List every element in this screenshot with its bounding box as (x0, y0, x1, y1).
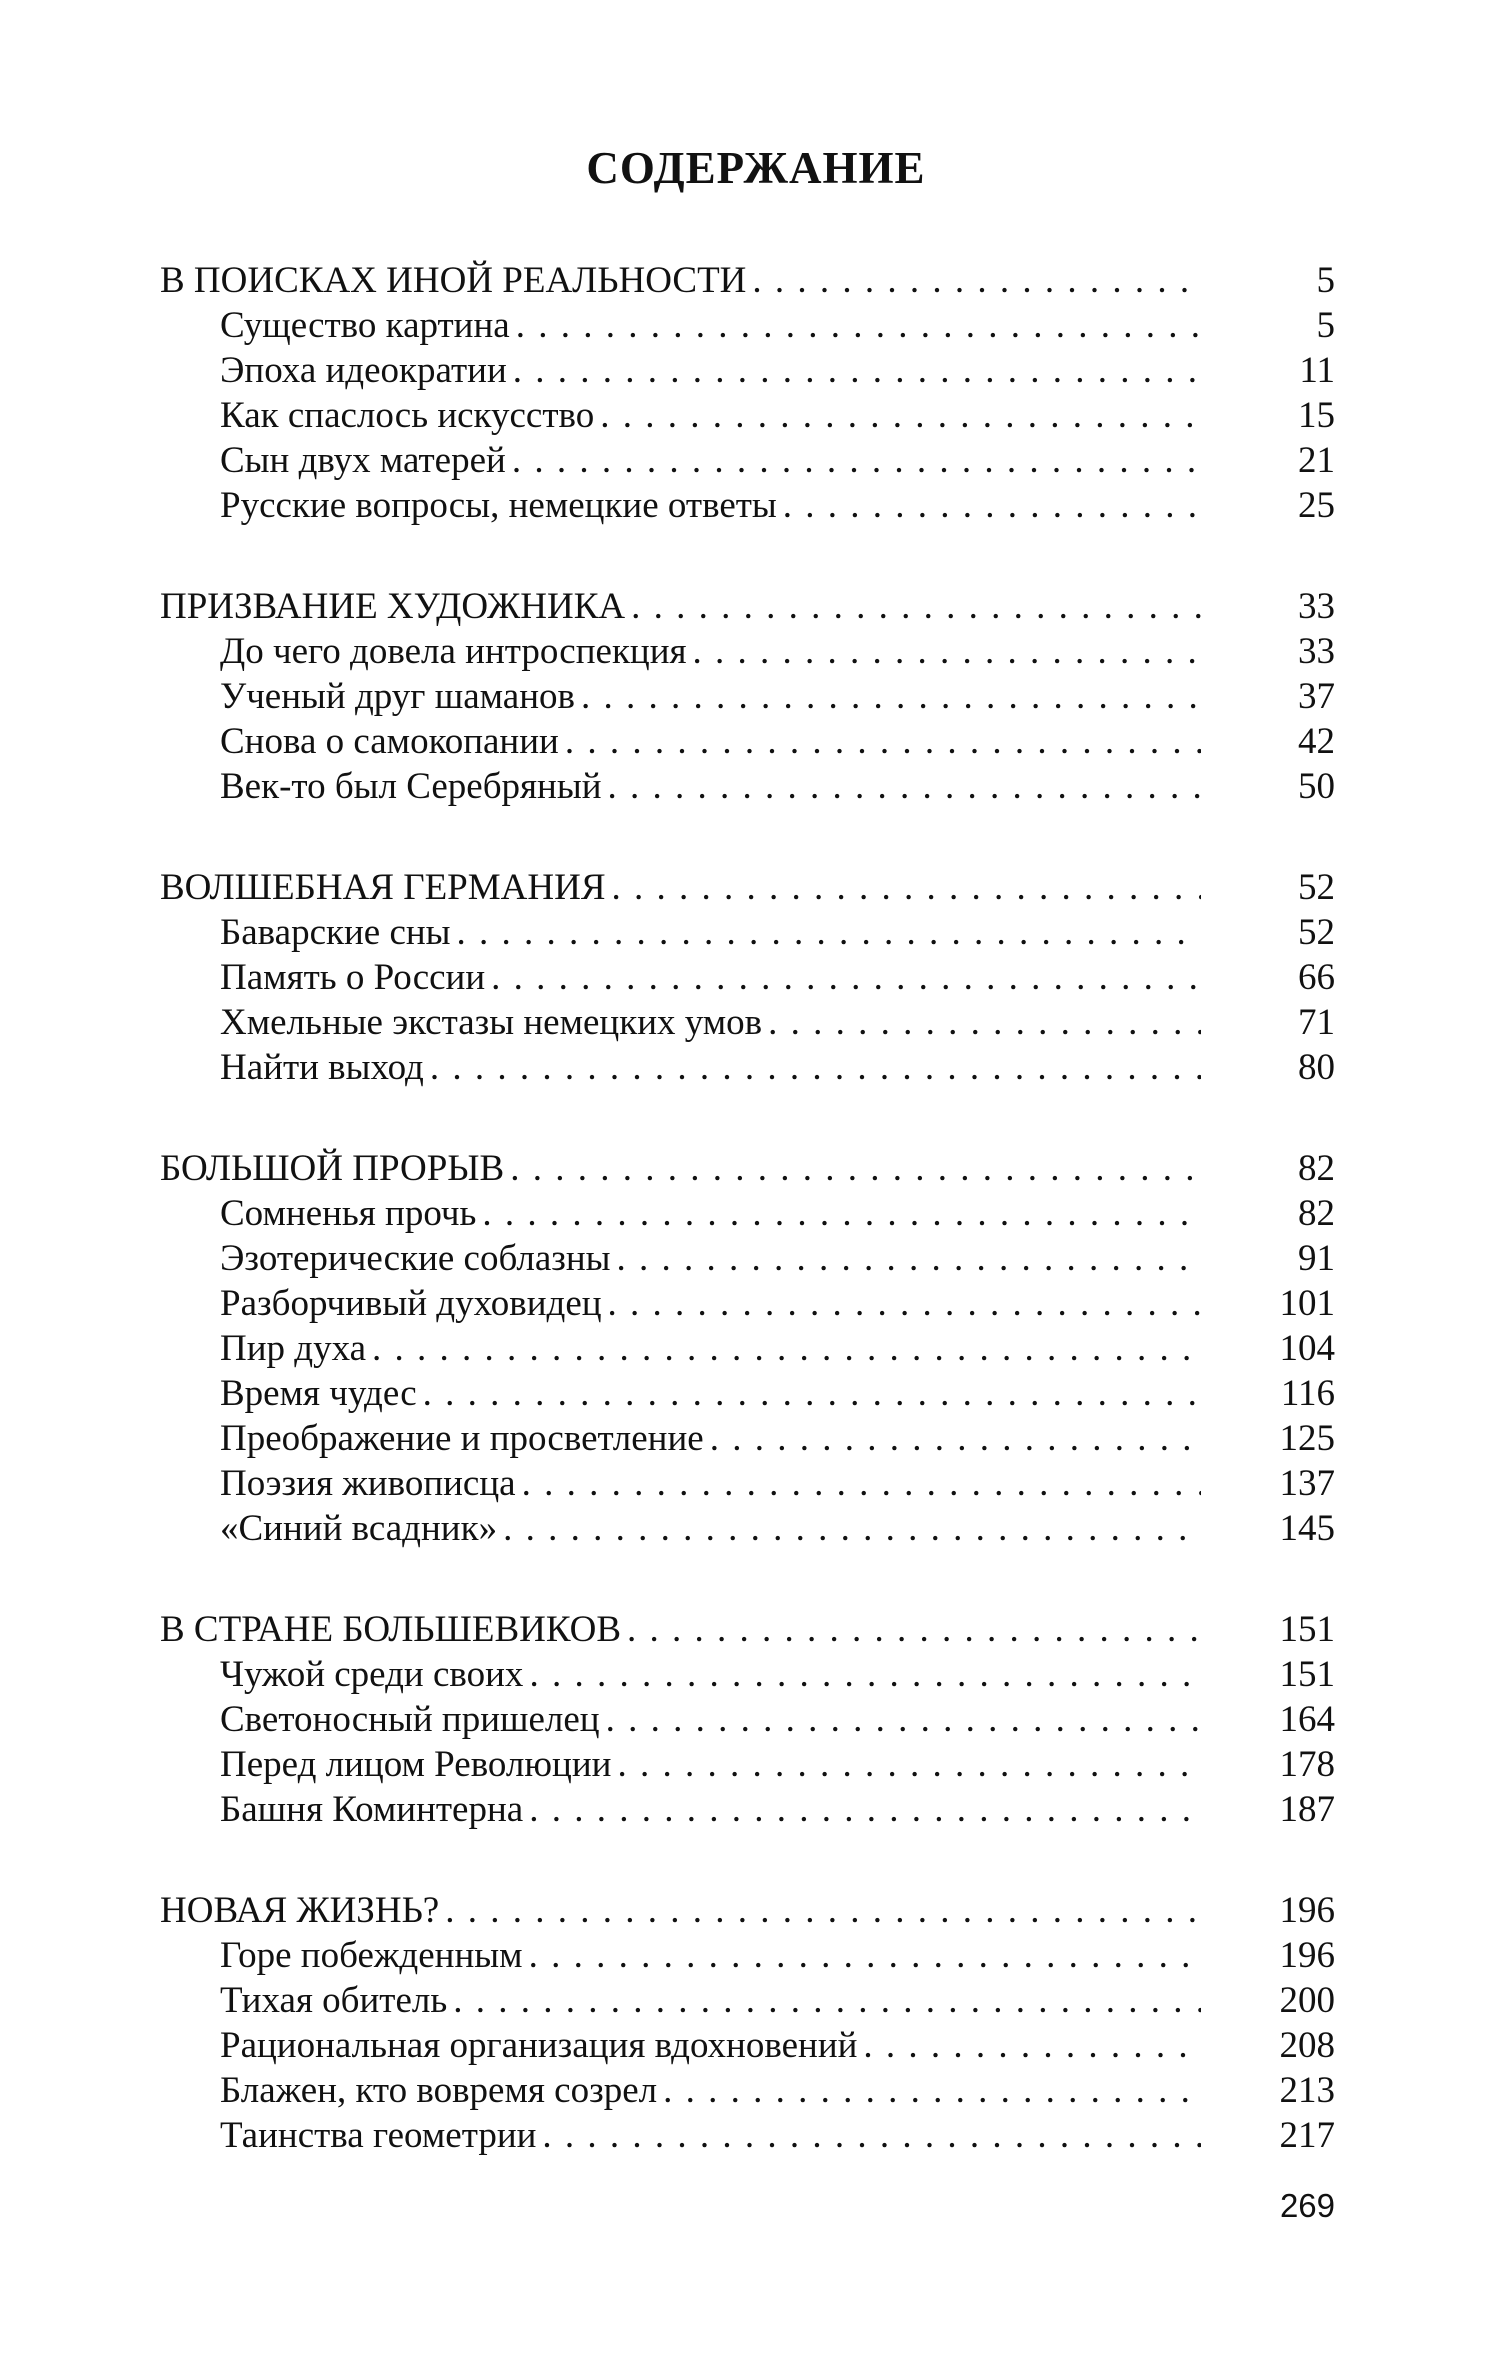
toc-page-number: 52 (1298, 912, 1335, 953)
dot-leader (857, 2023, 1207, 2068)
toc-page-number: 187 (1279, 1789, 1335, 1830)
toc-entry-title: Сын двух матерей (220, 440, 506, 481)
toc-entry (160, 1933, 1335, 1978)
toc-entry-title: Тихая обитель (220, 1980, 448, 2021)
toc-page-number: 33 (1298, 586, 1335, 627)
toc-heading-title: НОВАЯ ЖИЗНЬ? (160, 1890, 440, 1931)
toc-entry (160, 2023, 1335, 2068)
dot-leader (611, 1742, 1207, 1787)
toc-entry (160, 1045, 1335, 1090)
toc-page-number: 80 (1298, 1047, 1335, 1088)
toc-section-heading (160, 584, 1335, 629)
toc-entry-title: Перед лицом Революции (220, 1744, 612, 1785)
toc-page-number: 104 (1279, 1328, 1335, 1369)
toc-page-number: 42 (1298, 721, 1335, 762)
toc-entry-title: Чужой среди своих (220, 1654, 524, 1695)
toc-entry (160, 764, 1335, 809)
dot-leader (657, 2068, 1207, 2113)
toc-entry (160, 1000, 1335, 1045)
dot-leader (523, 1787, 1207, 1832)
dot-leader (625, 584, 1207, 629)
toc-page-number: 33 (1298, 631, 1335, 672)
toc-section (160, 865, 1335, 1090)
toc-page-number: 11 (1299, 350, 1335, 391)
dot-leader (417, 1371, 1207, 1416)
dot-leader (506, 438, 1207, 483)
toc-entry-title: Существо картина (220, 305, 510, 346)
toc-entry-title: Как спаслось искусство (220, 395, 595, 436)
toc-section-heading (160, 1146, 1335, 1191)
toc-entry (160, 1978, 1335, 2023)
toc-entry (160, 348, 1335, 393)
toc-section-heading (160, 865, 1335, 910)
toc-heading-title: ВОЛШЕБНАЯ ГЕРМАНИЯ (160, 867, 606, 908)
toc-section-heading (160, 1888, 1335, 1933)
toc-entry-title: Поэзия живописца (220, 1463, 516, 1504)
toc-entry-title: До чего довела интроспекция (220, 631, 687, 672)
toc-entry-title: Эпоха идеократии (220, 350, 507, 391)
toc-page-number: 116 (1280, 1373, 1335, 1414)
dot-leader (704, 1416, 1207, 1461)
toc-section-heading (160, 258, 1335, 303)
page-title: СОДЕРЖАНИЕ (586, 143, 926, 193)
dot-leader (575, 674, 1207, 719)
toc-page-number: 5 (1316, 260, 1335, 301)
toc-page-number: 82 (1298, 1148, 1335, 1189)
toc-page-number: 151 (1279, 1609, 1335, 1650)
toc-entry-title: Преображение и просветление (220, 1418, 704, 1459)
toc-page-number: 200 (1279, 1980, 1335, 2021)
dot-leader (439, 1888, 1207, 1933)
toc-page-number: 5 (1316, 305, 1335, 346)
toc-entry (160, 1461, 1335, 1506)
toc-page-number: 101 (1279, 1283, 1335, 1324)
toc-entry (160, 1281, 1335, 1326)
dot-leader (451, 910, 1207, 955)
toc-entry (160, 303, 1335, 348)
toc-entry (160, 2068, 1335, 2113)
dot-leader (600, 1697, 1207, 1742)
toc-page-number: 137 (1279, 1463, 1335, 1504)
toc-entry-title: Век-то был Серебряный (220, 766, 602, 807)
toc-entry-title: Светоносный пришелец (220, 1699, 600, 1740)
dot-leader (606, 865, 1208, 910)
toc-section (160, 1146, 1335, 1551)
toc-entry-title: Сомненья прочь (220, 1193, 477, 1234)
toc-page-number: 178 (1279, 1744, 1335, 1785)
dot-leader (510, 303, 1207, 348)
toc-section (160, 258, 1335, 528)
toc-page-number: 37 (1298, 676, 1335, 717)
toc-entry (160, 1326, 1335, 1371)
toc-section (160, 584, 1335, 809)
toc-page-number: 66 (1298, 957, 1335, 998)
toc-entry-title: Русские вопросы, немецкие ответы (220, 485, 777, 526)
toc-entry-title: Время чудес (220, 1373, 417, 1414)
toc-entry-title: «Синий всадник» (220, 1508, 498, 1549)
toc-page-number: 91 (1298, 1238, 1335, 1279)
toc-entry-title: Башня Коминтерна (220, 1789, 524, 1830)
dot-leader (746, 258, 1207, 303)
toc-entry-title: Память о России (220, 957, 486, 998)
toc-entry-title: Блажен, кто вовремя созрел (220, 2070, 658, 2111)
toc-entry (160, 483, 1335, 528)
dot-leader (485, 955, 1207, 1000)
page-number: 269 (1279, 2187, 1335, 2224)
dot-leader (621, 1607, 1207, 1652)
toc-heading-title: В ПОИСКАХ ИНОЙ РЕАЛЬНОСТИ (160, 260, 747, 301)
toc-entry (160, 910, 1335, 955)
toc-entry-title: Пир духа (220, 1328, 367, 1369)
toc-page-number: 125 (1279, 1418, 1335, 1459)
dot-leader (424, 1045, 1207, 1090)
dot-leader (523, 1933, 1207, 1978)
dot-leader (594, 393, 1207, 438)
toc-entry (160, 629, 1335, 674)
dot-leader (516, 1461, 1207, 1506)
dot-leader (476, 1191, 1207, 1236)
dot-leader (447, 1978, 1207, 2023)
toc-entry (160, 2113, 1335, 2158)
toc-page-number: 217 (1279, 2115, 1335, 2156)
toc-page-number: 52 (1298, 867, 1335, 908)
dot-leader (777, 483, 1207, 528)
toc-entry (160, 438, 1335, 483)
toc-entry-title: Таинства геометрии (220, 2115, 537, 2156)
toc-page-number: 25 (1298, 485, 1335, 526)
dot-leader (497, 1506, 1207, 1551)
dot-leader (602, 764, 1207, 809)
toc-page-number: 71 (1298, 1002, 1335, 1043)
toc-entry (160, 1742, 1335, 1787)
toc-entry (160, 1371, 1335, 1416)
toc-page-number: 208 (1279, 2025, 1335, 2066)
toc-entry (160, 1787, 1335, 1832)
dot-leader (366, 1326, 1207, 1371)
toc-entry-title: Разборчивый духовидец (220, 1283, 602, 1324)
toc-page-number: 213 (1279, 2070, 1335, 2111)
toc-entry (160, 1506, 1335, 1551)
toc-entry (160, 719, 1335, 764)
toc-entry-title: Найти выход (220, 1047, 424, 1088)
toc-entry-title: Ученый друг шаманов (220, 676, 575, 717)
toc-page-number: 196 (1279, 1935, 1335, 1976)
table-of-contents (160, 258, 1335, 2214)
toc-entry (160, 1191, 1335, 1236)
toc-page-number: 21 (1298, 440, 1335, 481)
toc-section-heading (160, 1607, 1335, 1652)
toc-entry-title: Баварские сны (220, 912, 451, 953)
toc-page-number: 196 (1279, 1890, 1335, 1931)
dot-leader (504, 1146, 1207, 1191)
toc-section (160, 1607, 1335, 1832)
toc-page-number: 164 (1279, 1699, 1335, 1740)
dot-leader (523, 1652, 1207, 1697)
toc-entry-title: Эзотерические соблазны (220, 1238, 611, 1279)
toc-entry (160, 674, 1335, 719)
dot-leader (602, 1281, 1207, 1326)
toc-page-number: 82 (1298, 1193, 1335, 1234)
dot-leader (687, 629, 1207, 674)
toc-page-number: 15 (1298, 395, 1335, 436)
toc-page-number: 50 (1298, 766, 1335, 807)
toc-entry (160, 955, 1335, 1000)
toc-entry (160, 1416, 1335, 1461)
toc-entry-title: Хмельные экстазы немецких умов (220, 1002, 763, 1043)
dot-leader (507, 348, 1207, 393)
toc-heading-title: В СТРАНЕ БОЛЬШЕВИКОВ (160, 1609, 622, 1650)
toc-page-number: 151 (1279, 1654, 1335, 1695)
dot-leader (536, 2113, 1207, 2158)
dot-leader (559, 719, 1207, 764)
toc-entry (160, 1697, 1335, 1742)
dot-leader (762, 1000, 1207, 1045)
toc-entry (160, 393, 1335, 438)
toc-entry-title: Горе побежденным (220, 1935, 523, 1976)
dot-leader (611, 1236, 1207, 1281)
toc-page-number: 145 (1279, 1508, 1335, 1549)
toc-heading-title: ПРИЗВАНИЕ ХУДОЖНИКА (160, 586, 626, 627)
toc-entry-title: Рациональная организация вдохновений (220, 2025, 858, 2066)
toc-entry-title: Снова о самокопании (220, 721, 559, 762)
toc-section (160, 1888, 1335, 2158)
toc-entry (160, 1652, 1335, 1697)
toc-heading-title: БОЛЬШОЙ ПРОРЫВ (160, 1148, 505, 1189)
toc-entry (160, 1236, 1335, 1281)
